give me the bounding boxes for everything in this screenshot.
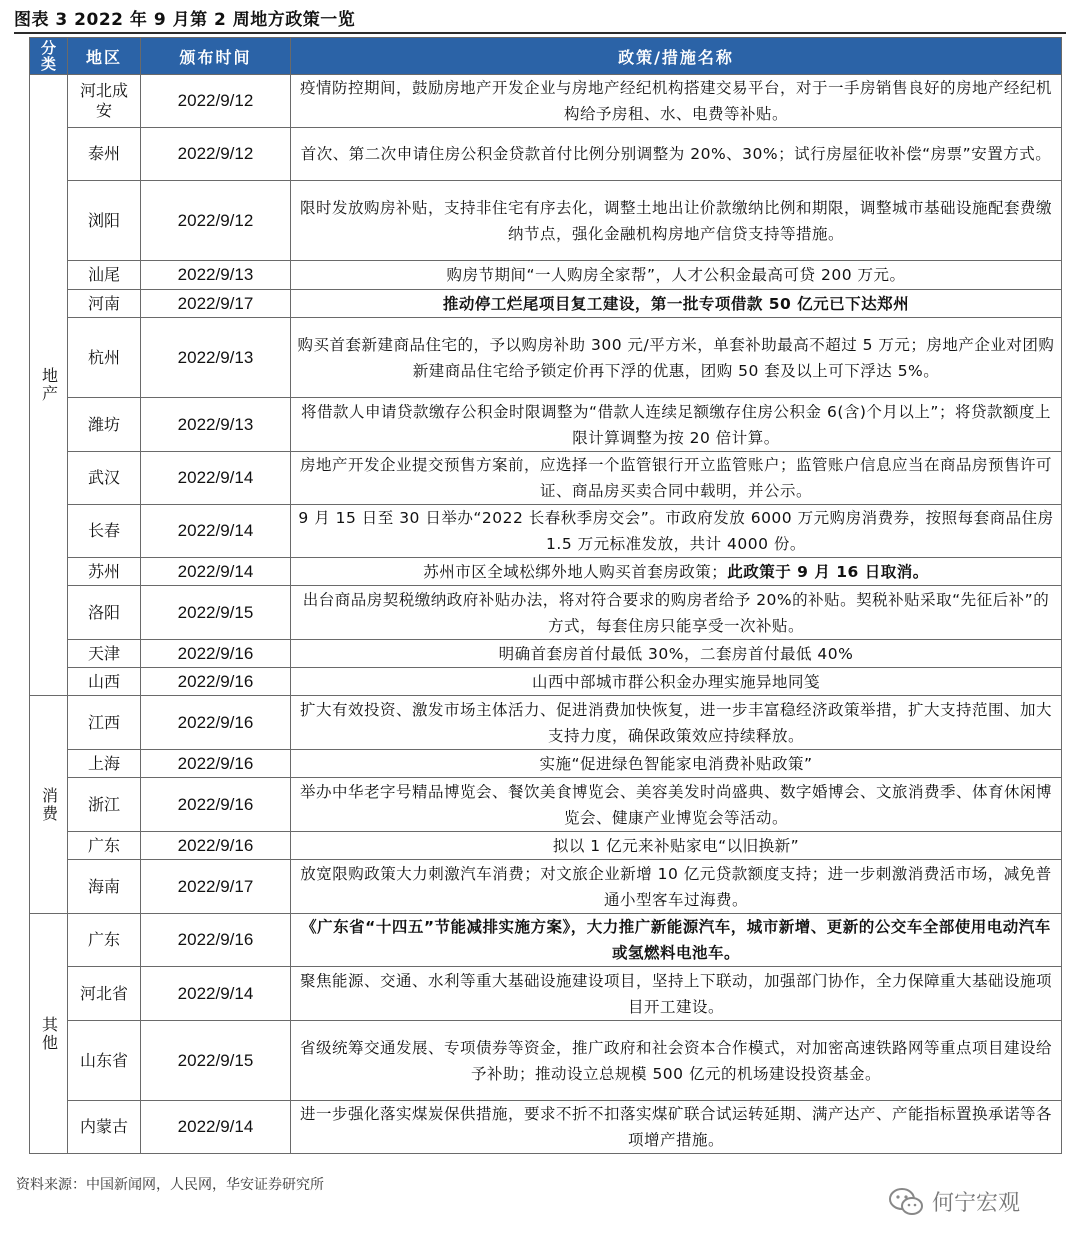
figure-title: 图表 3 2022 年 9 月第 2 周地方政策一览 — [14, 10, 356, 30]
row-date: 2022/9/14 — [141, 1101, 291, 1154]
row-region: 内蒙古 — [68, 1101, 141, 1154]
row-region: 武汉 — [68, 452, 141, 505]
row-region: 河南 — [68, 290, 141, 318]
table-row — [30, 318, 1062, 398]
category-property: 地产 — [30, 75, 68, 696]
row-policy: 将借款人申请贷款缴存公积金时限调整为“借款人连续足额缴存住房公积金 6(含)个月以上”；将贷款额度上限计算调整为按 20 倍计算。 — [291, 398, 1062, 452]
row-policy: 拟以 1 亿元来补贴家电“以旧换新” — [291, 832, 1062, 860]
row-policy: 进一步强化落实煤炭保供措施，要求不折不扣落实煤矿联合试运转延期、满产达产、产能指标置换承诺等各项增产措施。 — [291, 1101, 1062, 1154]
row-policy: 9 月 15 日至 30 日举办“2022 长春秋季房交会”。市政府发放 6000 万元购房消费券，按照每套商品住房 1.5 万元标准发放，共计 4000 份。 — [291, 505, 1062, 558]
row-date: 2022/9/16 — [141, 696, 291, 750]
row-policy: 房地产开发企业提交预售方案前，应选择一个监管银行开立监管账户；监管账户信息应当在商品房预售许可证、商品房买卖合同中载明，并公示。 — [291, 452, 1062, 505]
row-date: 2022/9/14 — [141, 558, 291, 586]
row-region: 河北成安 — [68, 75, 141, 128]
row-date: 2022/9/15 — [141, 1021, 291, 1101]
row-date: 2022/9/15 — [141, 586, 291, 640]
row-policy: 《广东省“十四五”节能减排实施方案》，大力推广新能源汽车，城市新增、更新的公交车全部使用电动汽车或氢燃料电池车。 — [291, 914, 1062, 967]
category-consumption: 消费 — [30, 696, 68, 914]
title-divider — [14, 32, 1066, 34]
row-region: 泰州 — [68, 128, 141, 181]
row-date: 2022/9/16 — [141, 750, 291, 778]
row-region: 潍坊 — [68, 398, 141, 452]
category-other: 其他 — [30, 914, 68, 1154]
wechat-icon — [888, 1187, 924, 1217]
table-row — [30, 860, 1062, 914]
row-date: 2022/9/12 — [141, 75, 291, 128]
row-date: 2022/9/17 — [141, 290, 291, 318]
row-date: 2022/9/16 — [141, 640, 291, 668]
table-row — [30, 75, 1062, 128]
table-row — [30, 558, 1062, 586]
row-policy: 放宽限购政策大力刺激汽车消费；对文旅企业新增 10 亿元贷款额度支持；进一步刺激消费活市场，减免普通小型客车过海费。 — [291, 860, 1062, 914]
row-policy: 聚焦能源、交通、水利等重大基础设施建设项目，坚持上下联动，加强部门协作，全力保障重大基础设施项目开工建设。 — [291, 967, 1062, 1021]
row-date: 2022/9/12 — [141, 128, 291, 181]
row-region: 杭州 — [68, 318, 141, 398]
row-region: 江西 — [68, 696, 141, 750]
table-row — [30, 398, 1062, 452]
row-region: 广东 — [68, 832, 141, 860]
row-policy — [291, 558, 1062, 586]
row-region: 上海 — [68, 750, 141, 778]
table-row — [30, 967, 1062, 1021]
row-policy: 限时发放购房补贴，支持非住宅有序去化，调整土地出让价款缴纳比例和期限，调整城市基础设施配套费缴纳节点，强化金融机构房地产信贷支持等措施。 — [291, 181, 1062, 261]
table-row — [30, 586, 1062, 640]
row-region: 海南 — [68, 860, 141, 914]
policy-text: 苏州市区全域松绑外地人购买首套房政策； — [423, 562, 728, 581]
policy-bold-text: 此政策于 9 月 16 日取消。 — [727, 562, 929, 581]
row-policy: 出台商品房契税缴纳政府补贴办法，将对符合要求的购房者给予 20%的补贴。契税补贴采取“先征后补”的方式，每套住房只能享受一次补贴。 — [291, 586, 1062, 640]
watermark — [888, 1186, 1020, 1217]
table-row — [30, 750, 1062, 778]
row-region: 长春 — [68, 505, 141, 558]
row-region: 河北省 — [68, 967, 141, 1021]
row-policy: 购房节期间“一人购房全家帮”，人才公积金最高可贷 200 万元。 — [291, 261, 1062, 290]
policy-table — [29, 37, 1062, 1154]
row-region: 山东省 — [68, 1021, 141, 1101]
row-region: 浙江 — [68, 778, 141, 832]
header-category: 分类 — [30, 38, 68, 75]
row-region: 汕尾 — [68, 261, 141, 290]
row-date: 2022/9/16 — [141, 914, 291, 967]
row-date: 2022/9/16 — [141, 668, 291, 696]
row-policy: 疫情防控期间，鼓励房地产开发企业与房地产经纪机构搭建交易平台，对于一手房销售良好的房地产经纪机构给予房租、水、电费等补贴。 — [291, 75, 1062, 128]
table-row — [30, 832, 1062, 860]
row-policy: 实施“促进绿色智能家电消费补贴政策” — [291, 750, 1062, 778]
row-date: 2022/9/13 — [141, 318, 291, 398]
table-row — [30, 1021, 1062, 1101]
row-date: 2022/9/13 — [141, 261, 291, 290]
header-region: 地区 — [68, 38, 141, 75]
table-row — [30, 505, 1062, 558]
row-policy: 山西中部城市群公积金办理实施异地同笺 — [291, 668, 1062, 696]
table-row — [30, 1101, 1062, 1154]
table-row — [30, 261, 1062, 290]
table-row — [30, 452, 1062, 505]
table-row — [30, 696, 1062, 750]
table-row — [30, 668, 1062, 696]
header-date: 颁布时间 — [141, 38, 291, 75]
header-policy: 政策/措施名称 — [291, 38, 1062, 75]
table-header-row — [30, 38, 1062, 75]
row-date: 2022/9/14 — [141, 967, 291, 1021]
table-row — [30, 914, 1062, 967]
row-policy: 首次、第二次申请住房公积金贷款首付比例分别调整为 20%、30%；试行房屋征收补偿“房票”安置方式。 — [291, 128, 1062, 181]
row-policy: 扩大有效投资、激发市场主体活力、促进消费加快恢复，进一步丰富稳经济政策举措，扩大支持范围、加大支持力度，确保政策效应持续释放。 — [291, 696, 1062, 750]
row-region: 广东 — [68, 914, 141, 967]
row-date: 2022/9/16 — [141, 832, 291, 860]
row-region: 洛阳 — [68, 586, 141, 640]
row-region: 山西 — [68, 668, 141, 696]
row-date: 2022/9/13 — [141, 398, 291, 452]
row-policy: 省级统筹交通发展、专项债券等资金，推广政府和社会资本合作模式，对加密高速铁路网等重点项目建设给予补助；推动设立总规模 500 亿元的机场建设投资基金。 — [291, 1021, 1062, 1101]
row-region: 天津 — [68, 640, 141, 668]
row-region: 浏阳 — [68, 181, 141, 261]
row-date: 2022/9/17 — [141, 860, 291, 914]
row-date: 2022/9/12 — [141, 181, 291, 261]
table-row — [30, 181, 1062, 261]
table-row — [30, 290, 1062, 318]
row-date: 2022/9/16 — [141, 778, 291, 832]
table-row — [30, 640, 1062, 668]
row-date: 2022/9/14 — [141, 505, 291, 558]
row-policy: 推动停工烂尾项目复工建设，第一批专项借款 50 亿元已下达郑州 — [291, 290, 1062, 318]
row-date: 2022/9/14 — [141, 452, 291, 505]
row-policy: 举办中华老字号精品博览会、餐饮美食博览会、美容美发时尚盛典、数字婚博会、文旅消费季、体育休闲博览会、健康产业博览会等活动。 — [291, 778, 1062, 832]
table-row — [30, 778, 1062, 832]
source-note: 资料来源：中国新闻网，人民网，华安证券研究所 — [16, 1177, 324, 1193]
table-row — [30, 128, 1062, 181]
row-policy: 购买首套新建商品住宅的，予以购房补助 300 元/平方米，单套补助最高不超过 5 万元；房地产企业对团购新建商品住宅给予锁定价再下浮的优惠，团购 50 套及以上可下浮达 5%。 — [291, 318, 1062, 398]
watermark-text: 何宁宏观 — [932, 1191, 1021, 1216]
row-region: 苏州 — [68, 558, 141, 586]
row-policy: 明确首套房首付最低 30%，二套房首付最低 40% — [291, 640, 1062, 668]
